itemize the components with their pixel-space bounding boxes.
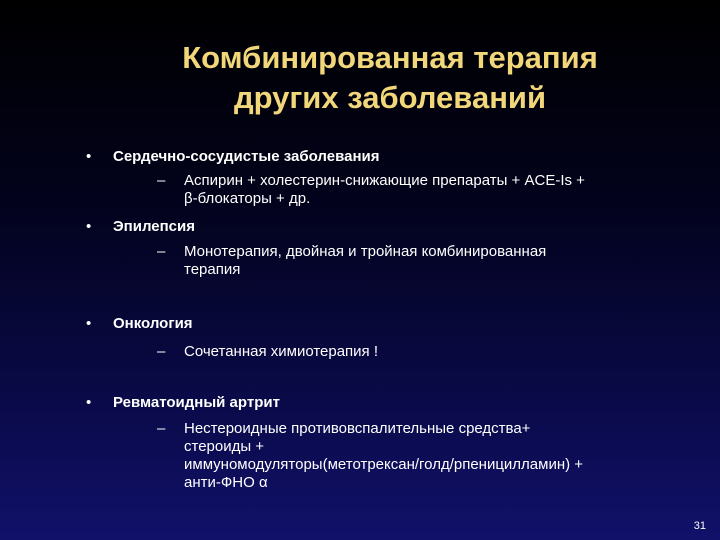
bullet-heading: Онкология: [113, 315, 193, 332]
bullet-dot: •: [86, 315, 92, 332]
bullet-heading: Эпилепсия: [113, 218, 196, 235]
slide-title: [130, 38, 650, 118]
sub-item-text: Нестероидные противовспалительные средства+ стероиды + иммуномодуляторы(метотрексан/голд/рпеницилламин) + анти-ФНО α: [184, 420, 584, 491]
slide-number: 31: [693, 520, 706, 532]
sub-item-text: Сочетанная химиотерапия !: [184, 343, 379, 360]
bullet-heading: Ревматоидный артрит: [113, 394, 280, 411]
bullet-dot: •: [86, 394, 92, 411]
bullet-dot: •: [86, 218, 92, 235]
sub-item-text: Аспирин + холестерин-снижающие препараты + ACE-Is + β-блокаторы + др.: [184, 172, 585, 207]
sub-dash: –: [157, 343, 166, 360]
sub-dash: –: [157, 243, 166, 260]
sub-dash: –: [157, 420, 166, 437]
title-line-1: Комбинированная терапия: [182, 40, 598, 75]
title-line-2: других заболеваний: [233, 80, 547, 115]
sub-item-text: Монотерапия, двойная и тройная комбинированная терапия: [184, 243, 547, 278]
sub-dash: –: [157, 172, 166, 189]
bullet-dot: •: [86, 148, 92, 165]
bullet-heading: Сердечно-сосудистые заболевания: [113, 148, 380, 165]
